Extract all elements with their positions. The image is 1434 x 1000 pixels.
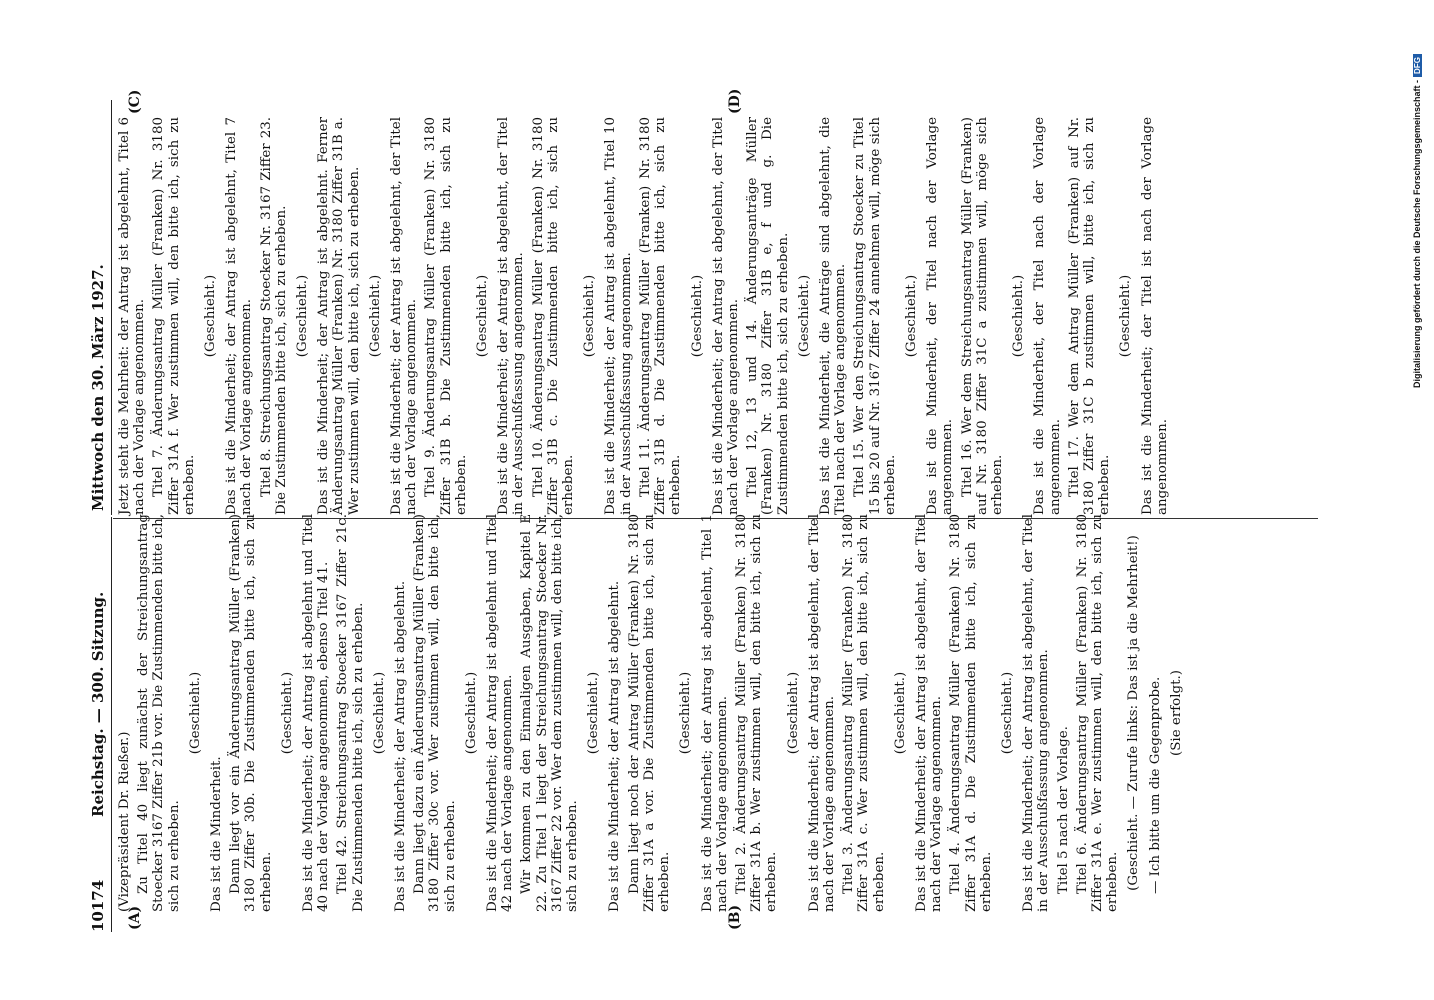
paragraph: Dann liegt dazu ein Änderungsantrag Müller (Franken) 3180 Ziffer 30c vor. Wer zustimmen will, den bitte ich, sich zu erheben. (412, 514, 458, 912)
paragraph: Das ist die Minderheit; der Titel ist nach der Vorlage angenommen. (1139, 117, 1170, 515)
document-page (87, 90, 1327, 940)
paragraph: (Geschieht.) (203, 274, 219, 358)
dfg-footer (1412, 8, 1432, 388)
paragraph: Titel 4. Änderungsantrag Müller (Franken) Nr. 3180 Ziffer 31A d. Die Zustimmenden bitte ich, sich zu erheben. (948, 514, 994, 912)
paragraph: Titel 5 nach der Vorlage. (1055, 726, 1071, 894)
paragraph: Das ist die Minderheit; der Antrag ist abgelehnt, Titel 10 in der Ausschußfassung angenommen. (603, 117, 634, 515)
paragraph: (Geschieht.) (187, 671, 203, 755)
paragraph: Titel 16. Wer dem Streichungsantrag Müller (Franken) auf Nr. 3180 Ziffer 31C a zustimmen will, möge sich erheben. (959, 117, 1005, 515)
paragraph: Das ist die Minderheit; der Antrag ist abgelehnt, der Titel nach der Vorlage angenommen. (913, 514, 945, 912)
paragraph: Das ist die Minderheit; der Antrag ist abgelehnt, Titel 7 nach der Vorlage angenommen. (224, 117, 255, 515)
paragraph: Das ist die Minderheit, der Titel nach der Vorlage angenommen. (1032, 117, 1063, 515)
paragraph: (Geschieht.) (785, 671, 801, 755)
paragraph: (Geschieht.) (295, 274, 311, 358)
paragraph: Das ist die Minderheit, die Anträge sind abgelehnt, die Titel nach der Vorlage angenommen. (817, 117, 849, 515)
paragraph: (Geschieht.) (371, 671, 387, 755)
left-column-body (117, 514, 1190, 912)
session-date: Mittwoch den 30. März 1927. (89, 264, 107, 511)
right-header (87, 100, 112, 515)
paragraph: Titel 7. Änderungsantrag Müller (Franken) Nr. 3180 Ziffer 31A f. Wer zustimmen will, den bitte ich, sich zu erheben. (151, 117, 197, 515)
paragraph: Titel 6. Änderungsantrag Müller (Franken) Nr. 3180 Ziffer 31A e. Wer zustimmen will, den bitte ich, sich zu erheben. (1074, 514, 1121, 912)
paragraph: Titel 8. Streichungsantrag Stoecker Nr. 3167 Ziffer 23. Die Zustimmenden bitte ich, sich zu erheben. (258, 117, 289, 515)
dfg-logo: DFG (1413, 54, 1422, 77)
margin-mark-a: (A) (127, 905, 143, 930)
paragraph: Das ist die Minderheit, der Titel nach der Vorlage angenommen. (925, 117, 956, 515)
paragraph: (Geschieht.) (586, 671, 602, 755)
paragraph: Titel 15. Wer den Streichungsantrag Stoecker zu Titel 15 bis 20 auf Nr. 3167 Ziffer 24 annehmen will, möge sich erheben. (852, 117, 898, 515)
paragraph: Titel 42. Streichungsantrag Stoecker 3167 Ziffer 21c. Die Zustimmenden bitte ich, sich zu erheben. (335, 514, 366, 912)
paragraph: Titel 11. Änderungsantrag Müller (Franken) Nr. 3180 Ziffer 31B d. Die Zustimmenden bitte ich, sich zu erheben. (637, 117, 684, 515)
paragraph: Dann liegt noch der Antrag Müller (Franken) Nr. 3180 Ziffer 31A a vor. Die Zustimmenden bitte ich, sich zu erheben. (626, 514, 673, 912)
paragraph: (Geschieht.) (999, 671, 1015, 755)
paragraph: Titel 10. Änderungsantrag Müller (Franken) Nr. 3180 Ziffer 31B c. Die Zustimmenden bitte ich, sich zu erheben. (530, 117, 577, 515)
rotated-page-content (87, 90, 1327, 940)
paragraph: (Geschieht.) (892, 671, 908, 755)
paragraph: Das ist die Minderheit. (209, 756, 225, 912)
paragraph: (Geschieht.) (582, 274, 598, 358)
paragraph: Titel 3. Änderungsantrag Müller (Franken) Nr. 3180 Ziffer 31A c. Wer zustimmen will, den bitte ich, sich zu erheben. (841, 514, 887, 912)
paragraph: (Geschieht.) (1011, 274, 1027, 358)
paragraph: Zu Titel 40 liegt zunächst der Streichungsantrag Stoecker 3167 Ziffer 21b vor. Die Zustimmenden bitte ich, sich zu erheben. (136, 514, 182, 912)
right-column-body (117, 117, 1174, 515)
paragraph: Das ist die Minderheit; der Antrag ist abgelehnt, der Titel nach der Vorlage angenommen. (710, 117, 741, 515)
paragraph: Das ist die Minderheit; der Antrag ist abgelehnt. (393, 580, 409, 912)
margin-mark-b: (B) (727, 904, 743, 930)
paragraph: (Geschieht.) (367, 274, 383, 358)
paragraph: Das ist die Minderheit; der Antrag ist abgelehnt und Titel 40 nach der Vorlage angenommen, ebenso Titel 41. (301, 514, 332, 912)
paragraph: Titel 9. Änderungsantrag Müller (Franken) Nr. 3180 Ziffer 31B b. Die Zustimmenden bitte ich, sich zu erheben. (423, 117, 469, 515)
paragraph: Titel 12, 13 und 14. Änderungsanträge Müller (Franken) Nr. 3180 Ziffer 31B e, f und g. Die Zustimmenden bitte ich, sich zu erheben. (745, 117, 791, 515)
paragraph: Jetzt steht die Mehrheit: der Antrag ist abgelehnt, Titel 6 nach der Vorlage angenommen. (117, 117, 148, 515)
paragraph: (Geschieht.) (903, 274, 919, 358)
paragraph: (Geschieht.) (279, 671, 295, 755)
paragraph: Das ist die Minderheit; der Antrag ist abgelehnt, der Titel in der Ausschußfassung angenommen. (496, 117, 527, 515)
session-title: Reichstag. — 300. Sitzung. (89, 591, 107, 817)
paragraph: Das ist die Minderheit; der Antrag ist abgelehnt, der Titel nach der Vorlage angenommen. (806, 514, 837, 912)
paragraph: (Geschieht.) (463, 671, 479, 755)
margin-mark-c: (C) (127, 89, 143, 114)
paragraph: Das ist die Minderheit; der Antrag ist abgelehnt, Titel 1 nach der Vorlage angenommen. (699, 514, 730, 912)
paragraph: — Ich bitte um die Gegenprobe. (1147, 676, 1163, 894)
paragraph: (Geschieht. — Zurufe links: Das ist ja die Mehrheit!) (1126, 535, 1142, 891)
paragraph: (Geschieht.) (796, 274, 812, 358)
left-header (87, 517, 112, 932)
paragraph: Das ist die Minderheit; der Antrag ist abgelehnt. (607, 580, 623, 912)
paragraph: (Sie erfolgt.) (1168, 670, 1184, 756)
paragraph: Das ist die Minderheit; der Antrag ist abgelehnt, der Titel nach der Vorlage angenommen. (389, 117, 420, 515)
paragraph: (Geschieht.) (689, 274, 705, 358)
paragraph: Wir kommen zu den Einmaligen Ausgaben, Kapitel E 22. Zu Titel 1 liegt der Streichungsantrag Stoecker Nr. 3167 Ziffer 22 vor. Wer dem zustimmen will, den bitte ich, sich zu erheben. (519, 514, 581, 912)
page-number: 10174 (89, 879, 107, 932)
paragraph: Dann liegt vor ein Änderungsantrag Müller (Franken) 3180 Ziffer 30b. Die Zustimmenden bitte ich, sich zu erheben. (228, 514, 274, 912)
paragraph: (Vizepräsident Dr. Rießer.) (117, 731, 132, 912)
footer-text: Digitalisierung gefördert durch die Deutsche Forschungsgemeinschaft - (1412, 79, 1422, 388)
margin-mark-d: (D) (727, 88, 743, 114)
paragraph: Titel 17. Wer dem Antrag Müller (Franken) auf Nr. 3180 Ziffer 31C b zustimmen will, bitte ich, sich zu erheben. (1066, 117, 1113, 515)
paragraph: Das ist die Minderheit; der Antrag ist abgelehnt, der Titel in der Ausschußfassung angenommen. (1021, 514, 1052, 912)
paragraph: Das ist die Minderheit; der Antrag ist abgelehnt. Ferner Änderungsantrag Müller (Franken) Nr. 3180 Ziffer 31B a. Wer zustimmen will, den bitte ich, sich zu erheben. (316, 117, 362, 515)
paragraph: (Geschieht.) (475, 274, 491, 358)
paragraph: (Geschieht.) (1118, 274, 1134, 358)
paragraph: Titel 2. Änderungsantrag Müller (Franken) Nr. 3180 Ziffer 31A b. Wer zustimmen will, den bitte ich, sich zu erheben. (733, 514, 780, 912)
paragraph: Das ist die Minderheit; der Antrag ist abgelehnt und Titel 42 nach der Vorlage angenommen. (485, 514, 516, 912)
paragraph: (Geschieht.) (678, 671, 694, 755)
